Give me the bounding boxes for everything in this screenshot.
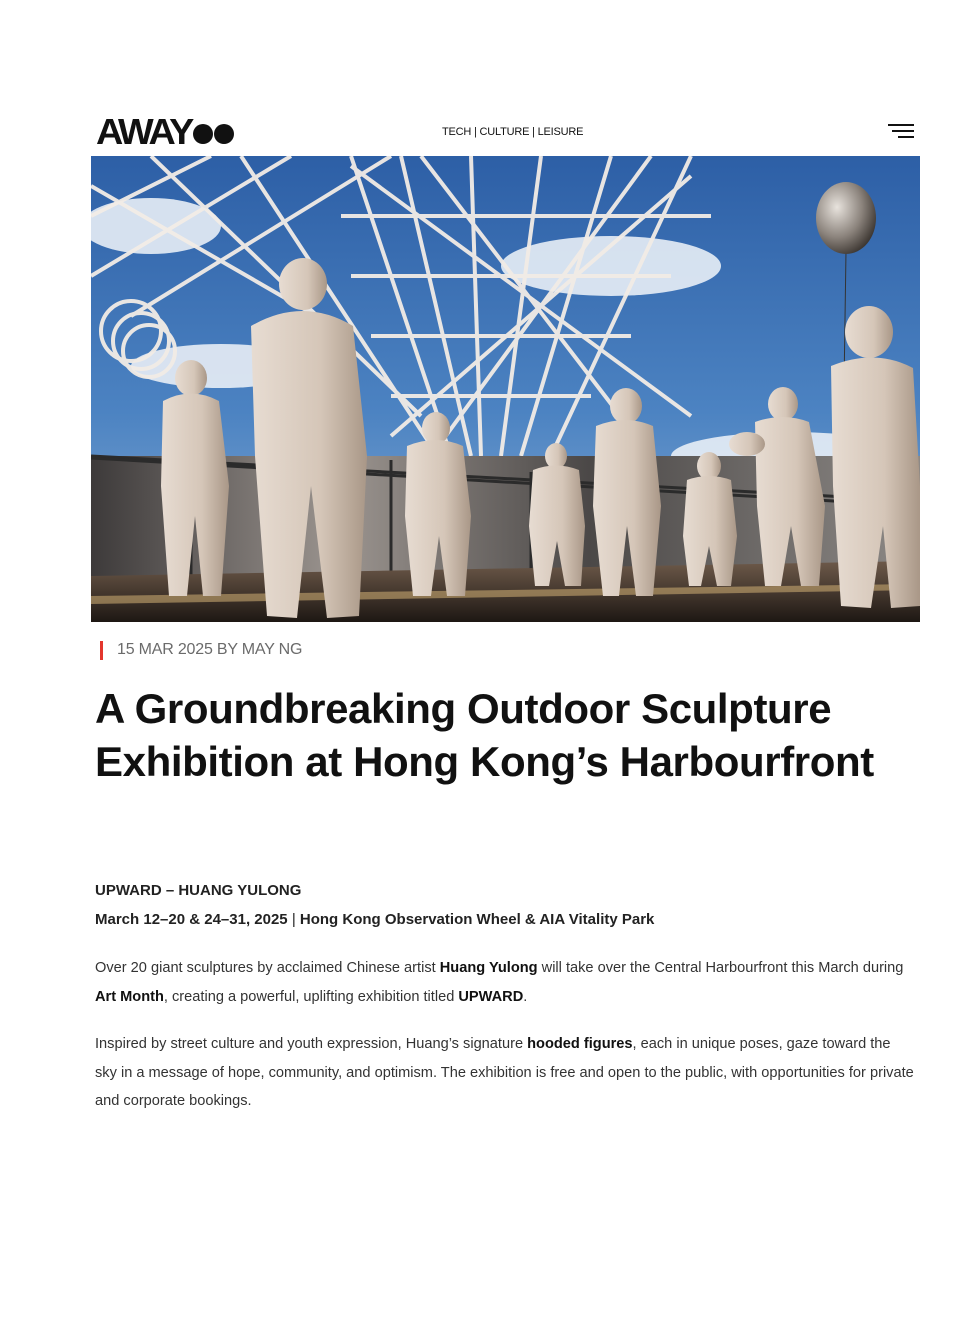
article-paragraph-2: Inspired by street culture and youth expression, Huang’s signature hooded figures, each in unique poses, gaze toward the sky in a message of hope, community, and optimism. The exhibition is free and open to the public, with opportunities for private and corporate bookings.	[95, 1036, 914, 1110]
article-byline	[100, 640, 302, 660]
exhibition-venue: Hong Kong Observation Wheel & AIA Vitality Park	[299, 911, 655, 928]
byline-text: 15 MAR 2025 BY MAY NG	[117, 641, 303, 658]
site-logo[interactable]	[96, 111, 235, 152]
exhibition-name: UPWARD – HUANG YULONG	[95, 882, 302, 899]
site-header	[96, 110, 918, 154]
menu-icon[interactable]	[886, 122, 914, 140]
details-separator: |	[287, 911, 300, 928]
exhibition-dates: March 12–20 & 24–31, 2025	[95, 911, 288, 928]
sculpture-exhibition-photo	[91, 156, 920, 622]
logo-dot-icon	[214, 124, 234, 144]
logo-dots	[193, 124, 235, 144]
article-paragraph-1: Over 20 giant sculptures by acclaimed Chinese artist Huang Yulong will take over the Central Harbourfront this March during Art Month, creating a powerful, uplifting exhibition titled UPWARD.	[95, 960, 904, 1005]
category-nav[interactable]: TECH | CULTURE | LEISURE	[442, 126, 584, 138]
hero-image	[91, 156, 920, 622]
byline-accent-bar	[100, 641, 103, 660]
logo-dot-icon	[193, 124, 213, 144]
logo-wordmark: AWAY	[96, 111, 192, 152]
article-title: A Groundbreaking Outdoor Sculpture Exhibition at Hong Kong’s Harbourfront	[95, 685, 874, 785]
exhibition-details	[95, 911, 654, 928]
